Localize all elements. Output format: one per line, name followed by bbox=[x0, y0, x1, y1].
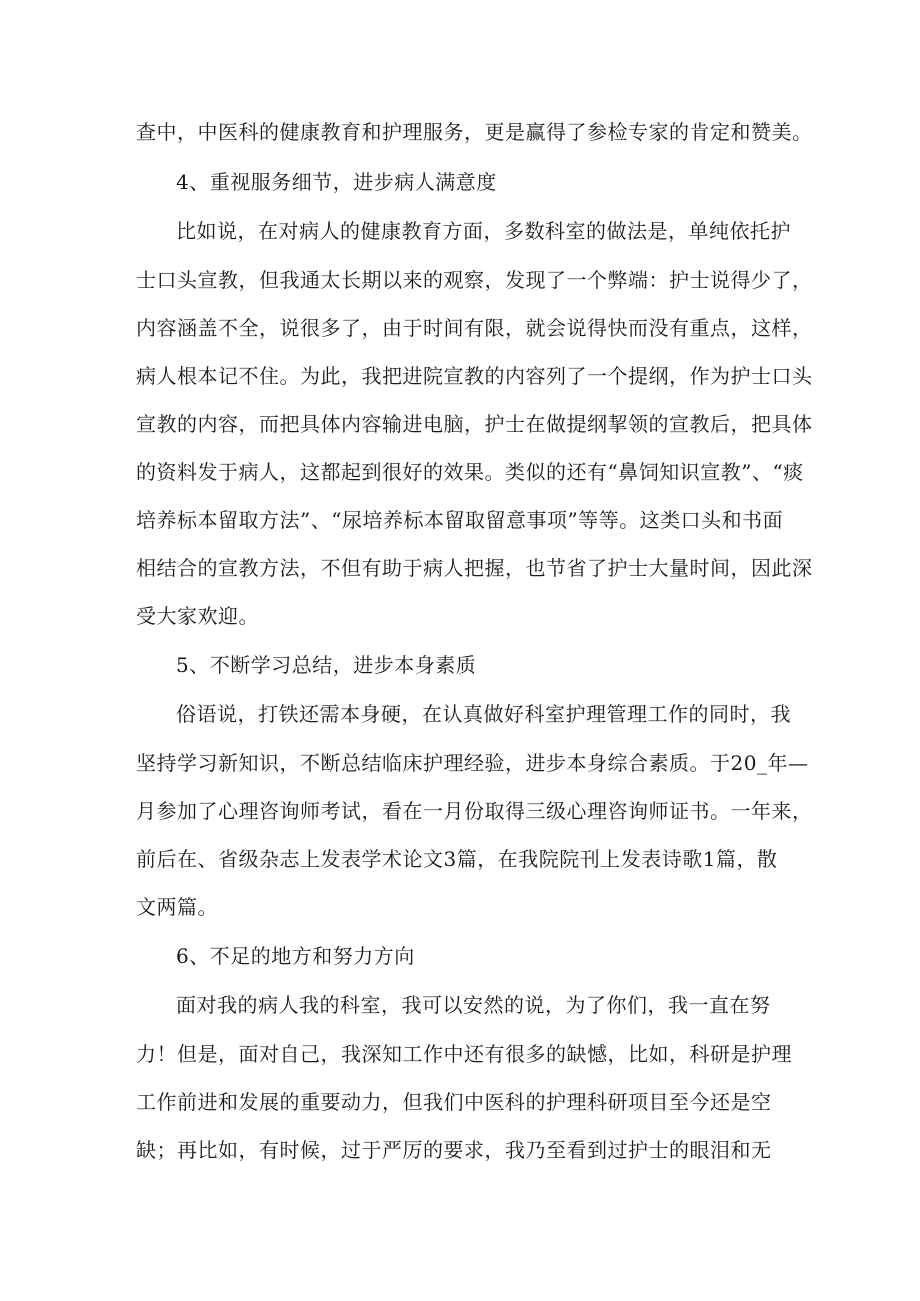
text-line-7: 宣教的内容，而把具体内容输进电脑，护士在做提纲挈领的宣教后，把具体 bbox=[136, 412, 813, 436]
text-line-17: 文两篇。 bbox=[136, 895, 218, 919]
text-line-10: 相结合的宣教方法，不但有助于病人把握，也节省了护士大量时间，因此深 bbox=[136, 556, 813, 580]
text-line-11: 受大家欢迎。 bbox=[136, 604, 259, 628]
text-line-14: 坚持学习新知识，不断总结临床护理经验，进步本身综合素质。于20_年— bbox=[136, 751, 809, 775]
text-line-19: 面对我的病人我的科室，我可以安然的说，为了你们，我一直在努 bbox=[176, 993, 771, 1017]
text-line-15: 月参加了心理咨询师考试，看在一月份取得三级心理咨询师证书。一年来， bbox=[136, 799, 813, 823]
text-line-9: 培养标本留取方法”、“尿培养标本留取留意事项”等等。这类口头和书面 bbox=[136, 508, 784, 532]
text-line-21: 工作前进和发展的重要动力，但我们中医科的护理科研项目至今还是空 bbox=[136, 1090, 772, 1114]
text-line-20: 力！但是，面对自己，我深知工作中还有很多的缺憾，比如，科研是护理 bbox=[136, 1042, 792, 1066]
text-line-8: 的资料发于病人，这都起到很好的效果。类似的还有“鼻饲知识宣教”、“痰 bbox=[136, 460, 804, 484]
text-line-3: 比如说，在对病人的健康教育方面，多数科室的做法是，单纯依托护 bbox=[176, 219, 791, 243]
section-heading-4: 4、重视服务细节，进步病人满意度 bbox=[176, 170, 497, 194]
section-heading-6: 6、不足的地方和努力方向 bbox=[176, 944, 415, 968]
text-line-13: 俗语说，打铁还需本身硬，在认真做好科室护理管理工作的同时，我 bbox=[176, 702, 791, 726]
text-line-6: 病人根本记不住。为此，我把进院宣教的内容列了一个提纲，作为护士口头 bbox=[136, 364, 813, 388]
text-line-22: 缺；再比如，有时候，过于严厉的要求，我乃至看到过护士的眼泪和无 bbox=[136, 1138, 772, 1162]
text-line-16: 前后在、省级杂志上发表学术论文3篇，在我院院刊上发表诗歌1篇，散 bbox=[136, 847, 778, 871]
section-heading-5: 5、不断学习总结，进步本身素质 bbox=[176, 653, 477, 677]
text-line-5: 内容涵盖不全，说很多了，由于时间有限，就会说得快而没有重点，这样， bbox=[136, 316, 813, 340]
text-line-4: 士口头宣教，但我通太长期以来的观察，发现了一个弊端：护士说得少了， bbox=[136, 268, 813, 292]
text-line-1: 查中，中医科的健康教育和护理服务，更是赢得了参检专家的肯定和赞美。 bbox=[136, 120, 813, 144]
